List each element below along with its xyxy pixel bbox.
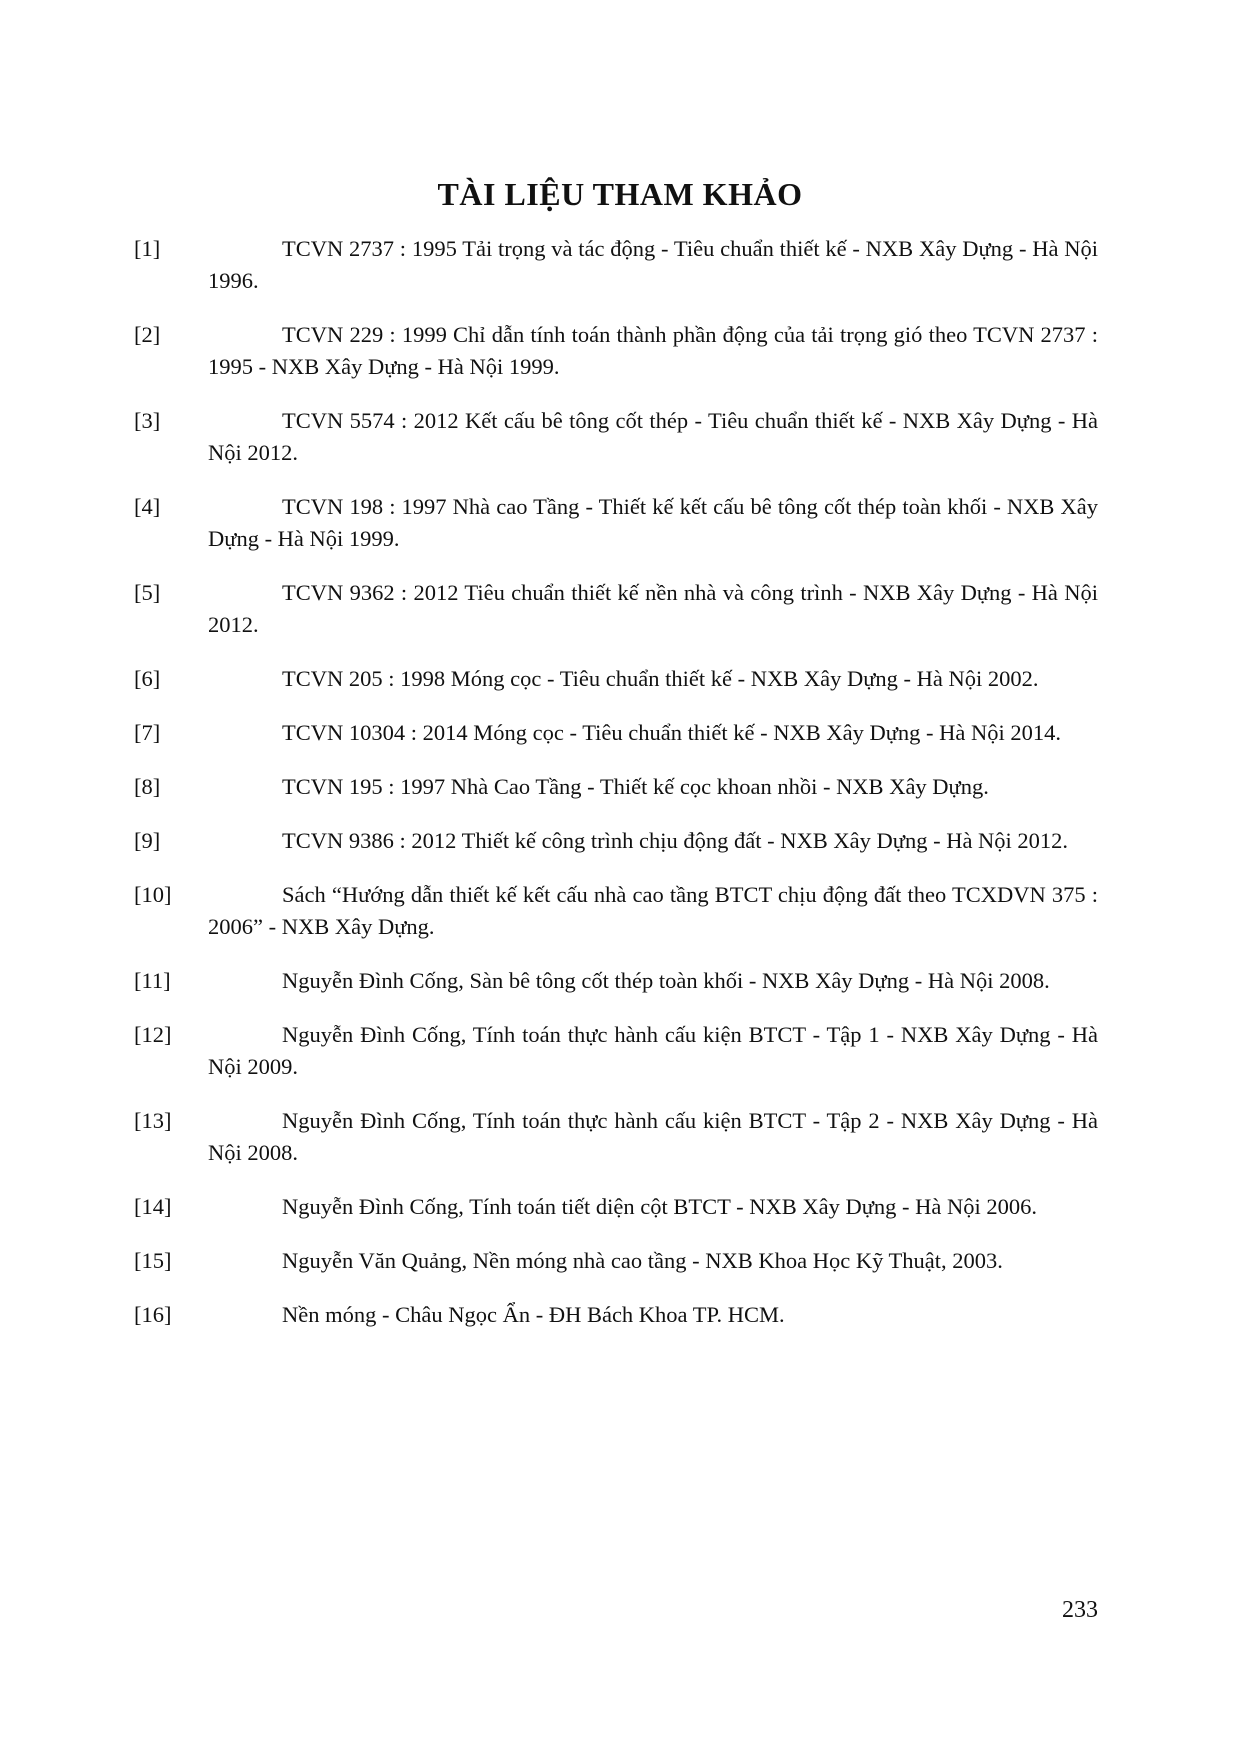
reference-item xyxy=(134,577,1098,641)
reference-number: [5] xyxy=(134,580,161,605)
reference-number: [9] xyxy=(134,828,161,853)
reference-number: [12] xyxy=(134,1022,172,1047)
reference-text: Nguyễn Văn Quảng, Nền móng nhà cao tầng - NXB Khoa Học Kỹ Thuật, 2003. xyxy=(282,1248,1003,1273)
reference-number: [3] xyxy=(134,408,161,433)
reference-item xyxy=(134,717,1098,749)
page-title: TÀI LIỆU THAM KHẢO xyxy=(437,176,803,212)
reference-number: [8] xyxy=(134,774,161,799)
reference-text: Nguyễn Đình Cống, Sàn bê tông cốt thép toàn khối - NXB Xây Dựng - Hà Nội 2008. xyxy=(282,968,1050,993)
reference-item xyxy=(134,1191,1098,1223)
reference-item xyxy=(134,1105,1098,1169)
reference-text: Nguyễn Đình Cống, Tính toán thực hành cấu kiện BTCT - Tập 2 - NXB Xây Dựng - Hà Nội 2008. xyxy=(208,1108,1098,1165)
reference-number: [6] xyxy=(134,666,161,691)
reference-item xyxy=(134,879,1098,943)
reference-item xyxy=(134,825,1098,857)
reference-text: TCVN 9362 : 2012 Tiêu chuẩn thiết kế nền nhà và công trình - NXB Xây Dựng - Hà Nội 2012. xyxy=(208,580,1098,637)
reference-item xyxy=(134,663,1098,695)
reference-list xyxy=(134,233,1098,1353)
reference-number: [4] xyxy=(134,494,161,519)
reference-text: Nguyễn Đình Cống, Tính toán tiết diện cột BTCT - NXB Xây Dựng - Hà Nội 2006. xyxy=(282,1194,1038,1219)
reference-item xyxy=(134,491,1098,555)
reference-number: [10] xyxy=(134,882,172,907)
reference-text: Sách “Hướng dẫn thiết kế kết cấu nhà cao tầng BTCT chịu động đất theo TCXDVN 375 : 2006” - NXB Xây Dựng. xyxy=(208,882,1098,939)
reference-text: TCVN 205 : 1998 Móng cọc - Tiêu chuẩn thiết kế - NXB Xây Dựng - Hà Nội 2002. xyxy=(282,666,1039,691)
reference-number: [13] xyxy=(134,1108,172,1133)
reference-text: TCVN 10304 : 2014 Móng cọc - Tiêu chuẩn thiết kế - NXB Xây Dựng - Hà Nội 2014. xyxy=(282,720,1061,745)
reference-number: [15] xyxy=(134,1248,172,1273)
reference-item xyxy=(134,233,1098,297)
reference-text: TCVN 198 : 1997 Nhà cao Tầng - Thiết kế kết cấu bê tông cốt thép toàn khối - NXB Xây Dựng - Hà Nội 1999. xyxy=(208,494,1098,551)
reference-text: TCVN 5574 : 2012 Kết cấu bê tông cốt thép - Tiêu chuẩn thiết kế - NXB Xây Dựng - Hà Nội 2012. xyxy=(208,408,1098,465)
reference-number: [7] xyxy=(134,720,161,745)
reference-text: TCVN 195 : 1997 Nhà Cao Tầng - Thiết kế cọc khoan nhồi - NXB Xây Dựng. xyxy=(282,774,989,799)
reference-number: [11] xyxy=(134,968,171,993)
reference-item xyxy=(134,1245,1098,1277)
reference-item xyxy=(134,405,1098,469)
reference-text: TCVN 229 : 1999 Chỉ dẫn tính toán thành phần động của tải trọng gió theo TCVN 2737 : 1995 - NXB Xây Dựng - Hà Nội 1999. xyxy=(208,322,1098,379)
reference-item xyxy=(134,1299,1098,1331)
reference-item xyxy=(134,771,1098,803)
reference-item xyxy=(134,319,1098,383)
reference-text: TCVN 2737 : 1995 Tải trọng và tác động - Tiêu chuẩn thiết kế - NXB Xây Dựng - Hà Nội 1996. xyxy=(208,236,1098,293)
reference-text: Nguyễn Đình Cống, Tính toán thực hành cấu kiện BTCT - Tập 1 - NXB Xây Dựng - Hà Nội 2009. xyxy=(208,1022,1098,1079)
reference-number: [14] xyxy=(134,1194,172,1219)
reference-text: Nền móng - Châu Ngọc Ẩn - ĐH Bách Khoa TP. HCM. xyxy=(282,1302,785,1327)
reference-text: TCVN 9386 : 2012 Thiết kế công trình chịu động đất - NXB Xây Dựng - Hà Nội 2012. xyxy=(282,828,1069,853)
reference-item xyxy=(134,1019,1098,1083)
page-number: 233 xyxy=(1062,1597,1098,1623)
reference-number: [2] xyxy=(134,322,161,347)
reference-item xyxy=(134,965,1098,997)
reference-number: [16] xyxy=(134,1302,172,1327)
reference-number: [1] xyxy=(134,236,161,261)
